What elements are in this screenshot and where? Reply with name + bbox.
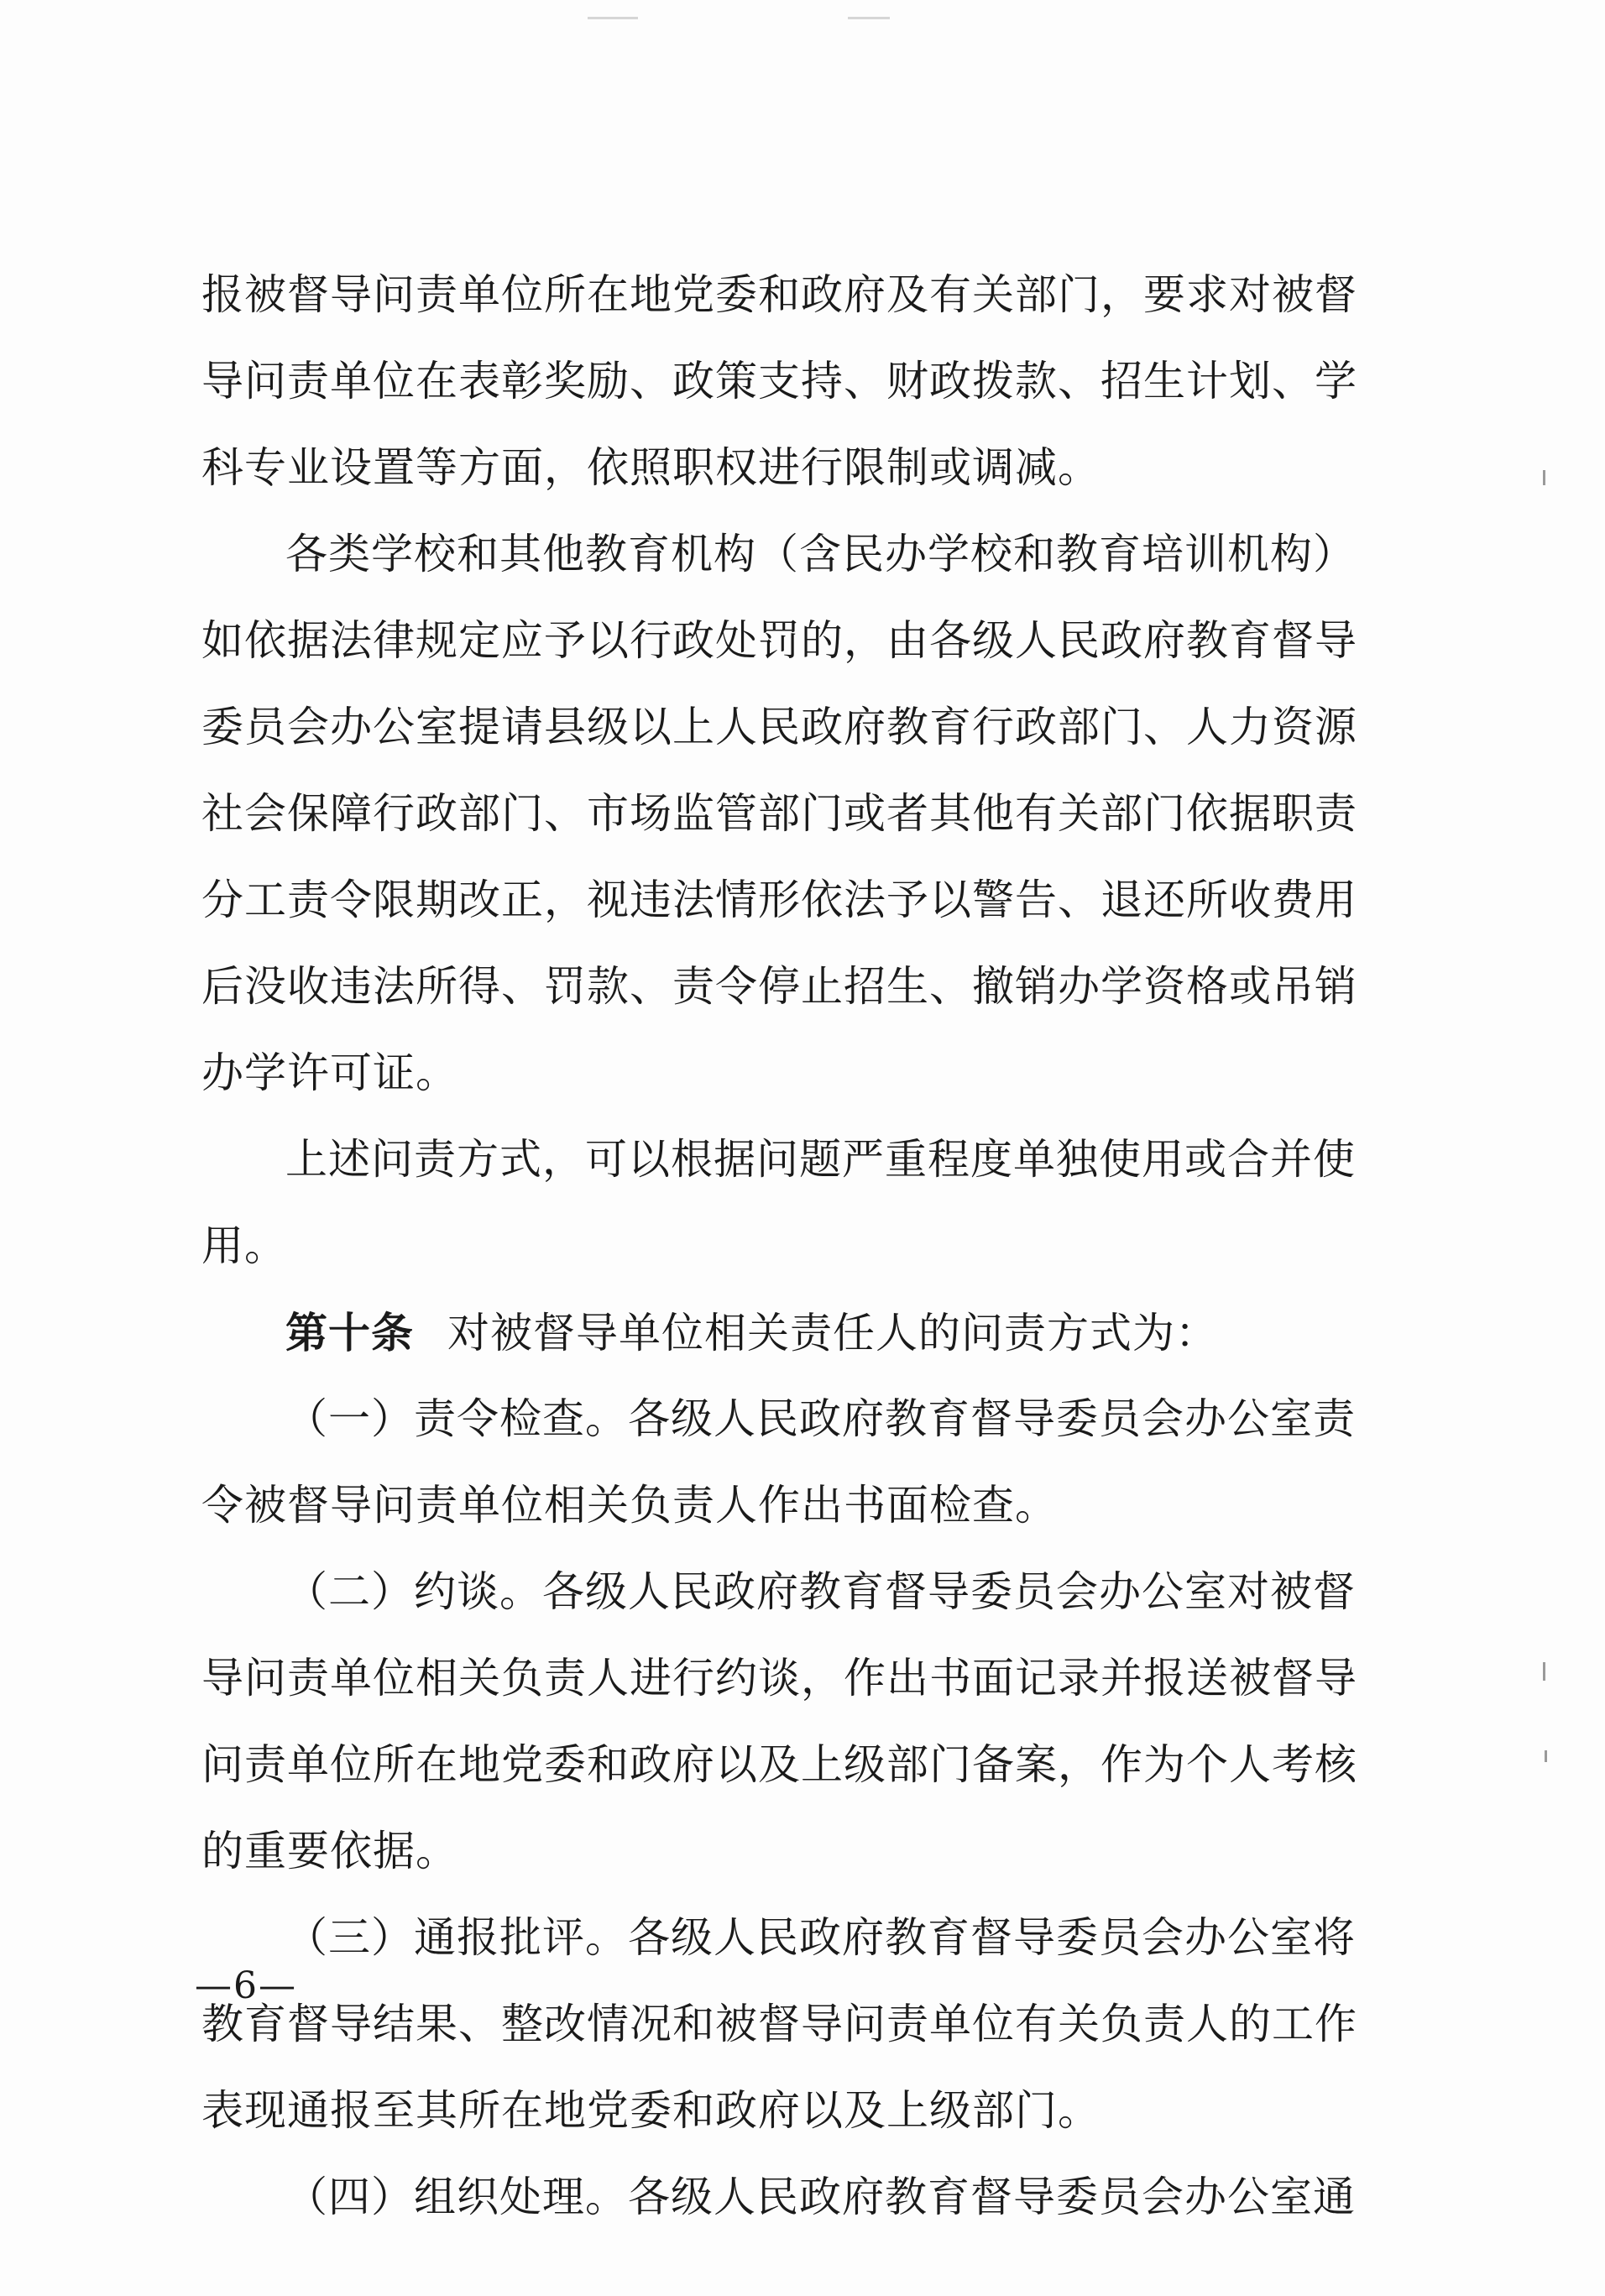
- text-line: 令被督导问责单位相关负责人作出书面检查。: [201, 1481, 1058, 1530]
- text-line: （三）通报批评。各级人民政府教育督导委员会办公室将: [285, 1913, 1356, 1962]
- text-line: 的重要依据。: [201, 1827, 458, 1875]
- text-line: 对被督导单位相关责任人的问责方式为：: [447, 1309, 1218, 1357]
- text-line: 用。: [201, 1221, 287, 1270]
- scan-mark: [1545, 1750, 1547, 1762]
- text-line: 表现通报至其所在地党委和政府以及上级部门。: [201, 2086, 1100, 2135]
- text-line: 社会保障行政部门、市场监管部门或者其他有关部门依据职责: [201, 789, 1357, 838]
- scan-smudge: [588, 17, 638, 19]
- text-line: 上述问责方式，可以根据问题严重程度单独使用或合并使: [285, 1135, 1356, 1184]
- page-number: —6—: [195, 1964, 297, 2007]
- scan-smudge: [848, 17, 890, 19]
- text-line: 导问责单位在表彰奖励、政策支持、财政拨款、招生计划、学: [201, 357, 1357, 405]
- text-line: 问责单位所在地党委和政府以及上级部门备案，作为个人考核: [201, 1740, 1357, 1789]
- text-line: 委员会办公室提请县级以上人民政府教育行政部门、人力资源: [201, 703, 1357, 751]
- scan-mark: [1543, 470, 1545, 485]
- text-line: （四）组织处理。各级人民政府教育督导委员会办公室通: [285, 2173, 1356, 2221]
- text-line: 导问责单位相关负责人进行约谈，作出书面记录并报送被督导: [201, 1654, 1357, 1702]
- text-line: 各类学校和其他教育机构（含民办学校和教育培训机构）: [285, 530, 1356, 578]
- text-line: 教育督导结果、整改情况和被督导问责单位有关负责人的工作: [201, 2000, 1357, 2048]
- scan-mark: [1543, 1662, 1545, 1681]
- text-line: （一）责令检查。各级人民政府教育督导委员会办公室责: [285, 1394, 1356, 1443]
- text-line: 分工责令限期改正，视违法情形依法予以警告、退还所收费用: [201, 876, 1357, 924]
- text-line: 办学许可证。: [201, 1049, 458, 1097]
- text-line: 如依据法律规定应予以行政处罚的，由各级人民政府教育督导: [201, 616, 1357, 665]
- article-line: [201, 1289, 1310, 1376]
- article-term: 第十条: [285, 1308, 414, 1357]
- text-line: 科专业设置等方面，依照职权进行限制或调减。: [201, 443, 1100, 492]
- body-text: [201, 252, 1357, 2241]
- text-line: 后没收违法所得、罚款、责令停止招生、撤销办学资格或吊销: [201, 962, 1357, 1011]
- text-line: （二）约谈。各级人民政府教育督导委员会办公室对被督: [285, 1567, 1356, 1616]
- text-line: 报被督导问责单位所在地党委和政府及有关部门，要求对被督: [201, 270, 1357, 319]
